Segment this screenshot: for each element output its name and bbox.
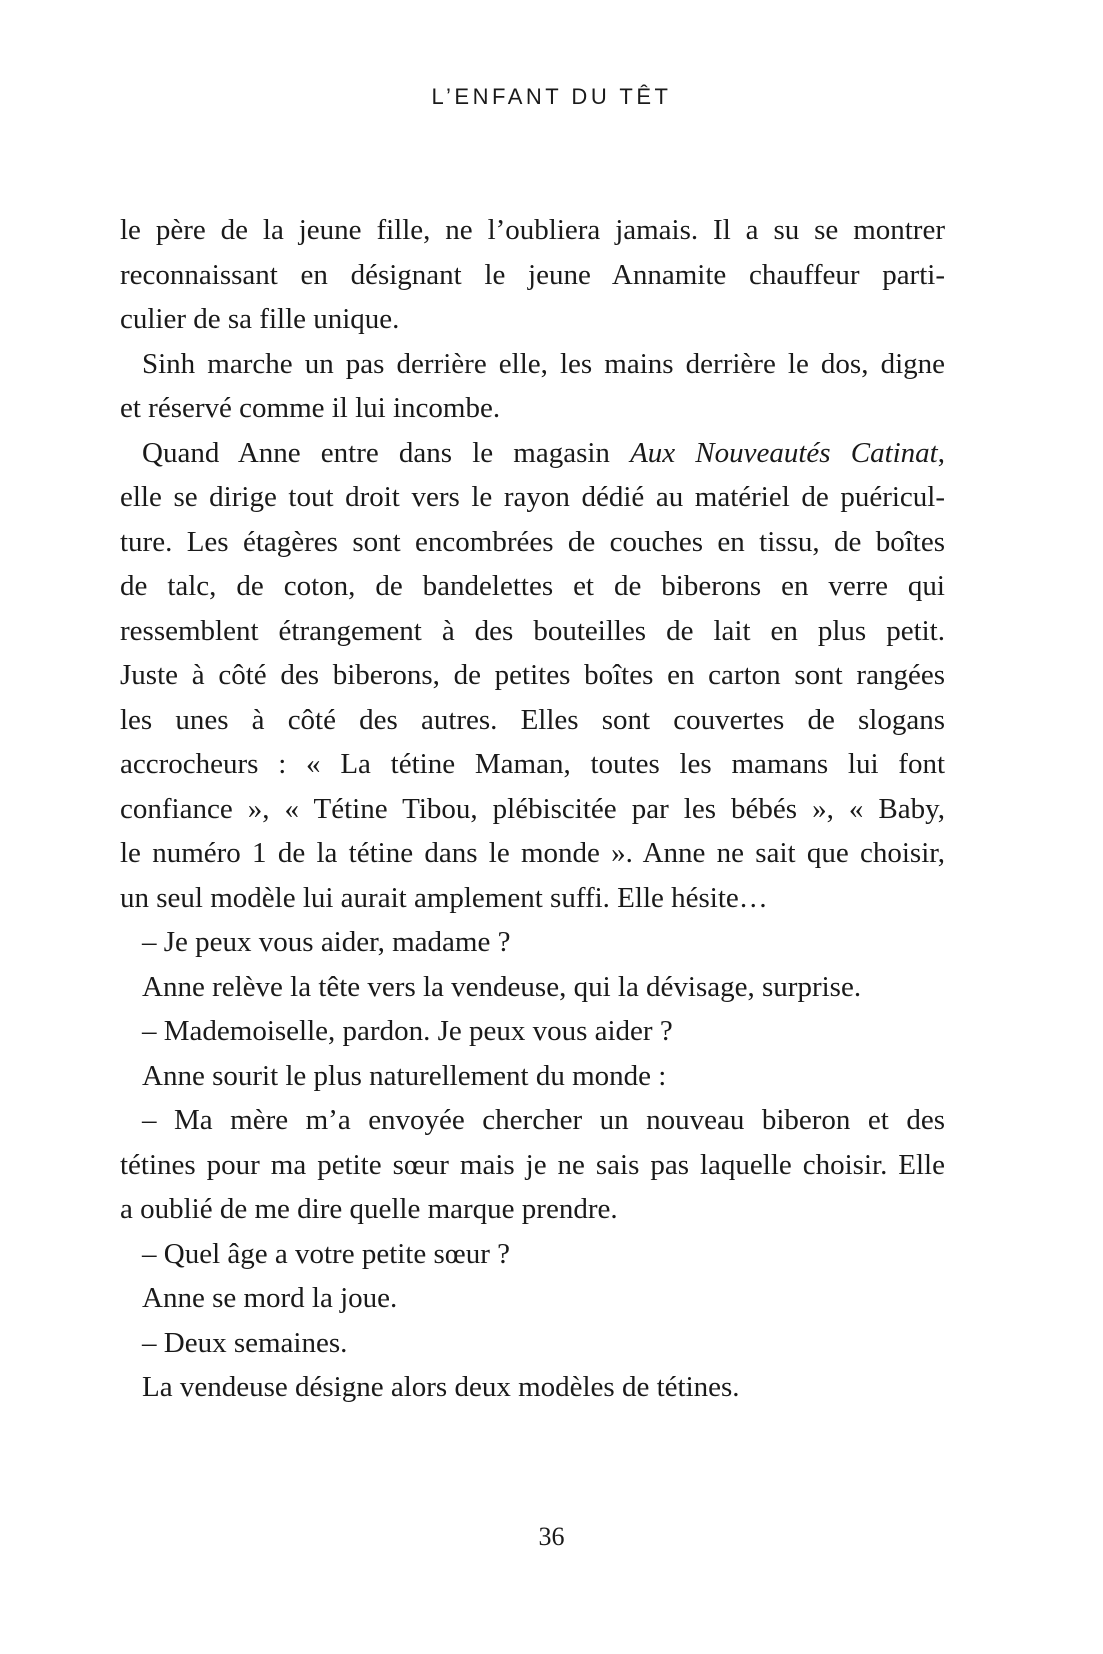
text-line: ressemblent étrangement à des bouteilles de lait en plus petit. <box>120 614 945 647</box>
text-line: tétines pour ma petite sœur mais je ne sais pas laquelle choisir. Elle <box>120 1148 945 1181</box>
text-line: de talc, de coton, de bandelettes et de biberons en verre qui <box>120 570 945 602</box>
text-fragment: Quand Anne entre dans le magasin <box>142 436 631 469</box>
text-line: ture. Les étagères sont encombrées de couches en tissu, de boîtes <box>120 525 945 558</box>
text-line: un seul modèle lui aurait amplement suffi. Elle hésite… <box>120 881 768 914</box>
text-line: – Deux semaines. <box>142 1326 348 1359</box>
text-line: a oublié de me dire quelle marque prendre. <box>120 1193 618 1225</box>
text-line: les unes à côté des autres. Elles sont couvertes de slogans <box>120 703 945 736</box>
text-line: accrocheurs : « La tétine Maman, toutes les mamans lui font <box>120 748 945 780</box>
text-line: Sinh marche un pas derrière elle, les mains derrière le dos, digne <box>142 347 945 380</box>
text-line: confiance », « Tétine Tibou, plébiscitée par les bébés », « Baby, <box>120 792 945 825</box>
text-line: La vendeuse désigne alors deux modèles de tétines. <box>142 1371 740 1403</box>
text-line: Anne se mord la joue. <box>142 1282 398 1314</box>
text-line: le numéro 1 de la tétine dans le monde ». Anne ne sait que choisir, <box>120 837 945 869</box>
text-line: le père de la jeune fille, ne l’oubliera jamais. Il a su se montrer <box>120 214 945 246</box>
text-line: – Quel âge a votre petite sœur ? <box>142 1237 510 1270</box>
text-line: et réservé comme il lui incombe. <box>120 392 501 424</box>
text-line: – Mademoiselle, pardon. Je peux vous aider ? <box>142 1015 673 1047</box>
text-fragment: , <box>937 436 945 469</box>
store-name: Aux Nouveautés Catinat <box>630 436 938 469</box>
body-text <box>120 208 945 1410</box>
text-line: reconnaissant en désignant le jeune Annamite chauffeur parti- <box>120 258 945 291</box>
text-line: – Je peux vous aider, madame ? <box>142 926 511 958</box>
text-line: culier de sa fille unique. <box>120 303 400 335</box>
text-line: Anne relève la tête vers la vendeuse, qui la dévisage, surprise. <box>142 970 862 1003</box>
text-line: Juste à côté des biberons, de petites boîtes en carton sont rangées <box>120 659 945 691</box>
running-head: L’ENFANT DU TÊT <box>431 84 672 109</box>
page-number: 36 <box>538 1522 565 1551</box>
text-line: elle se dirige tout droit vers le rayon dédié au matériel de puéricul- <box>120 481 945 513</box>
text-line <box>120 431 945 476</box>
text-line: – Ma mère m’a envoyée chercher un nouveau biberon et des <box>142 1104 945 1136</box>
text-line: Anne sourit le plus naturellement du monde : <box>142 1059 667 1092</box>
